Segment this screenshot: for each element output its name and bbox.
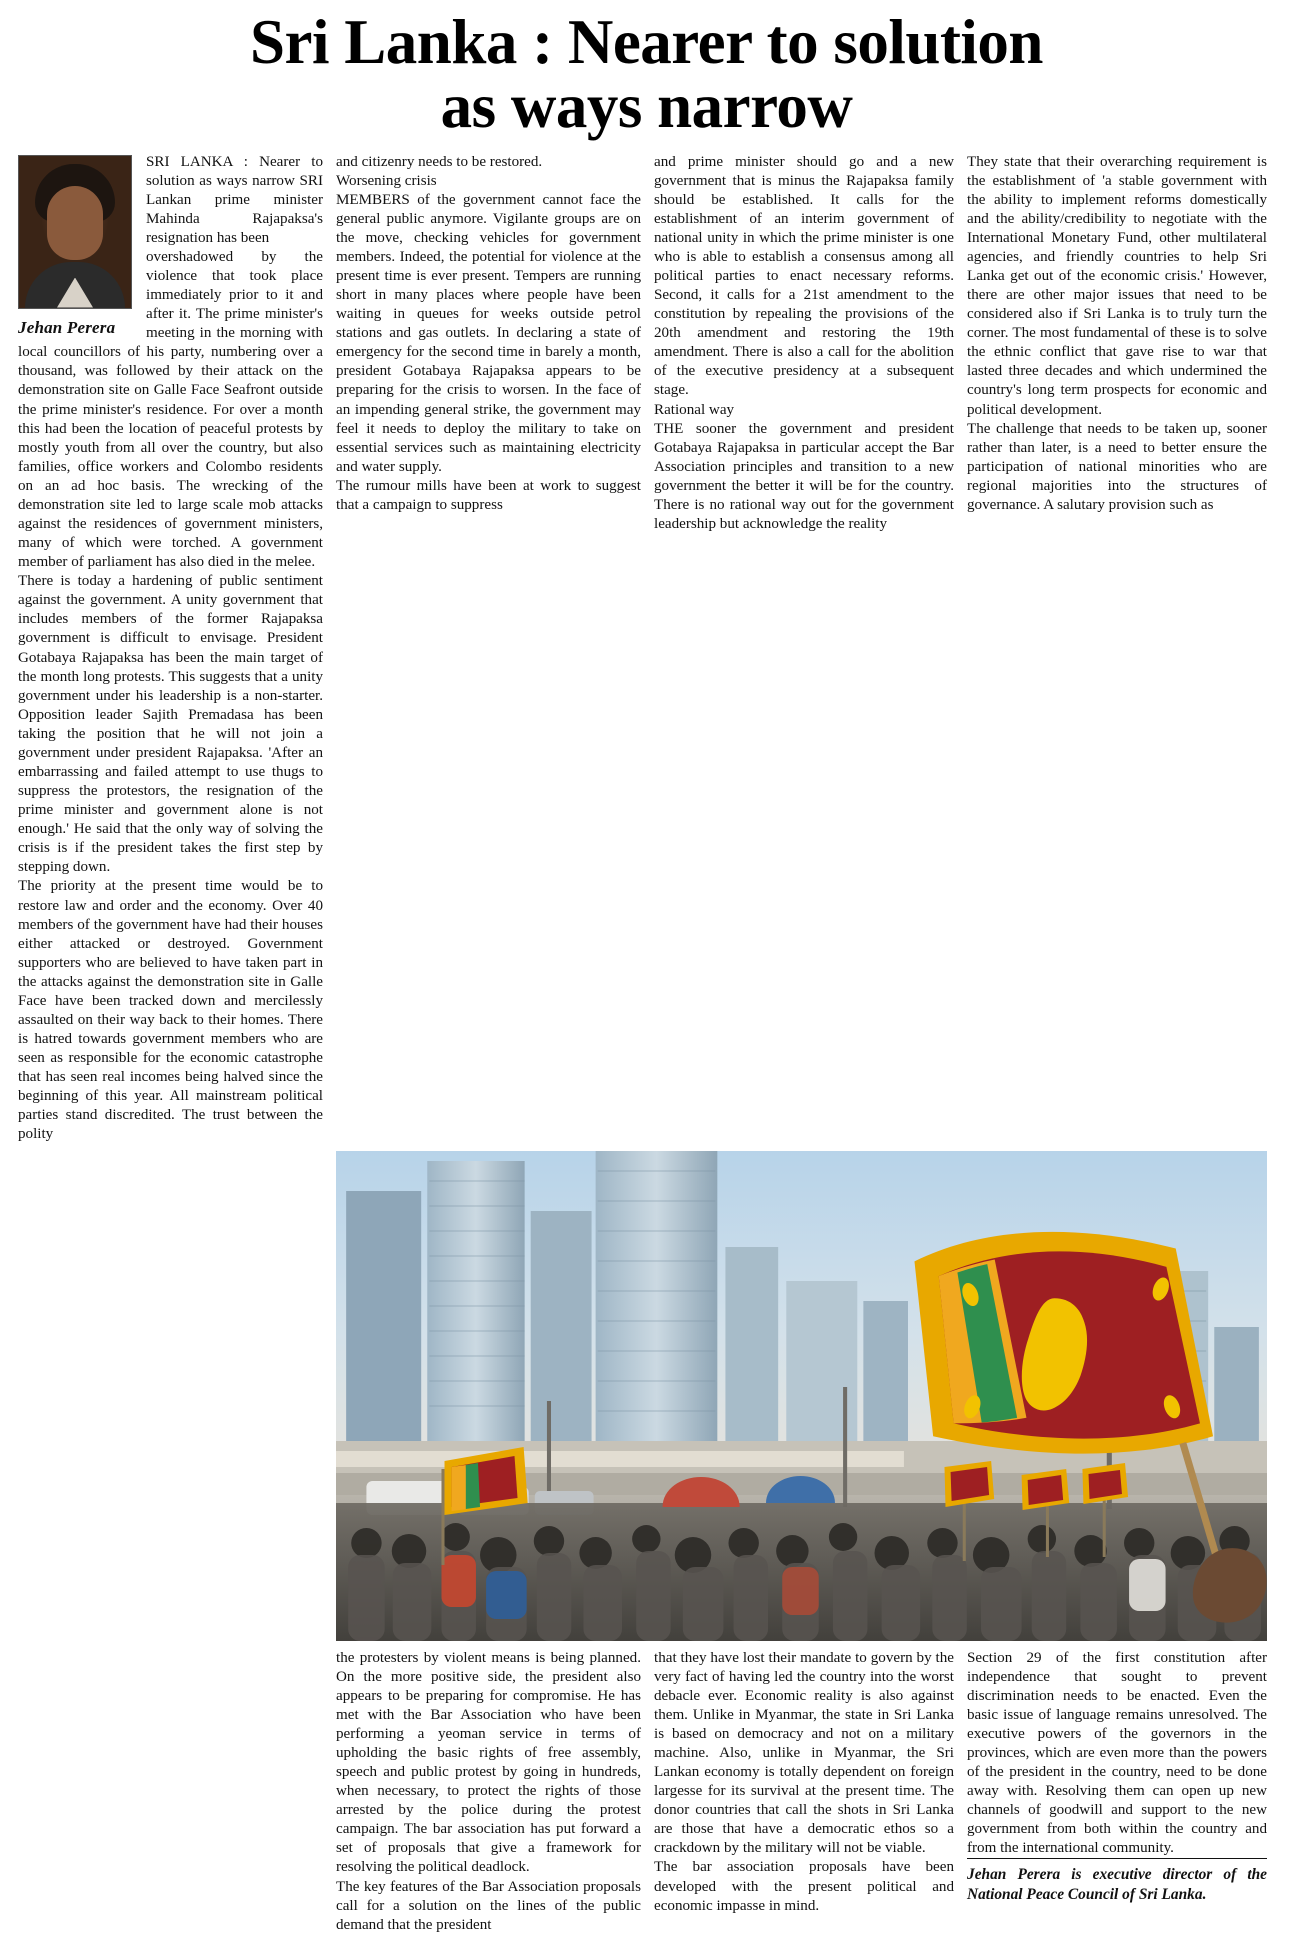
author-name: Jehan Perera [18, 317, 116, 337]
photo-row-spacer [18, 1145, 323, 1649]
newspaper-page [0, 7, 1293, 1933]
photo-row [18, 1145, 1275, 1649]
paragraph: Section 29 of the first constitution after independence that sought to prevent discrimination needs to be enacted. Even the basic issue of language remains unresolved. The executive powers of the governors in the provinces, which are even more than the powers of the president in the country, need to be done away with. Resolving them can open up new channels of goodwill and support to the new government from both within the country and from the international community. [967, 1649, 1267, 1857]
paragraph: The rumour mills have been at work to suggest that a campaign to suppress [336, 477, 641, 513]
column-4-bottom [967, 1649, 1267, 1935]
subheading-worsening-crisis: Worsening crisis [336, 172, 437, 189]
column-2-top [336, 153, 641, 1145]
headline-line-2: as ways narrow [440, 71, 853, 142]
author-credit-note: Jehan Perera is executive director of the National Peace Council of Sri Lanka. [967, 1858, 1267, 1904]
paragraph: that they have lost their mandate to govern by the very fact of having led the country into the worst debacle ever. Economic reality is also against them. Unlike in Myanmar, the state in Sri Lanka is based on democracy and not on a military machine. Also, unlike in Myanmar, the Sri Lankan economy is totally dependent on foreign largesse for its survival at the present time. The donor countries that call the shots in Sri Lanka are those that have a democratic ethos so a crackdown by the military will not be viable. [654, 1649, 954, 1857]
news-photo-container [336, 1151, 1267, 1641]
paragraph: They state that their overarching requirement is the establishment of 'a stable government with the ability to implement reforms domestically and the ability/credibility to negotiate with the International Monetary Fund, other multilateral agencies, and friendly countries to help Sri Lanka get out of the economic crisis.' However, there are other major issues that need to be considered also if Sri Lanka is to truly turn the corner. The most fundamental of these is to solve the ethnic conflict that gave rise to war that lasted three decades and which undermined the country's long term prospects for economic and political development. [967, 153, 1267, 418]
bottom-row-spacer [18, 1649, 323, 1935]
author-photo [18, 155, 132, 309]
lead-paragraph: SRI LANKA : Nearer to solution as ways narrow SRI Lankan prime minister Mahinda Rajapaksa's resignation has been [146, 153, 323, 246]
paragraph: The bar association proposals have been developed with the present political and economic impasse in mind. [654, 1859, 954, 1914]
paragraph: MEMBERS of the government cannot face the general public anymore. Vigilante groups are on the move, checking vehicles for government members. Indeed, the potential for violence at the present time is ever present. Tempers are running short in many places where people have been waiting in queues for weeks outside petrol stations and gas outlets. In declaring a state of emergency for the second time in barely a month, president Gotabaya Rajapaksa appears to be preparing for the crisis to worsen. In the face of an impending general strike, the government may feel it needs to deploy the military to take on essential services such as maintaining electricity and water supply. [336, 191, 641, 475]
page-title [18, 7, 1275, 142]
subheading-rational-way: Rational way [654, 401, 735, 418]
paragraph: The key features of the Bar Association proposals call for a solution on the lines of the public demand that the president [336, 1878, 641, 1933]
article-top-columns [18, 153, 1275, 1145]
paragraph: The priority at the present time would be to restore law and order and the economy. Over 40 members of the government have had their houses either attacked or destroyed. Government supporters who are believed to have taken part in the attacks against the demonstration site in Galle Face have been tracked down and mercilessly assaulted on their way back to their homes. There is hatred towards government members who are seen as responsible for the economic catastrophe that has seen real incomes being halved since the beginning of this year. All mainstream political parties stand discredited. The trust between the polity [18, 878, 323, 1143]
news-photo-illustration [336, 1151, 1267, 1641]
column-1 [18, 153, 323, 1145]
column-3-top [654, 153, 954, 1145]
news-photo [336, 1151, 1267, 1641]
author-block [18, 155, 136, 339]
paragraph: The challenge that needs to be taken up, sooner rather than later, is a need to better ensure the participation of national minorities who are regional majorities into the structures of governance. A salutary provision such as [967, 420, 1267, 513]
paragraph: and prime minister should go and a new government that is minus the Rajapaksa family should be established. It calls for the establishment of an interim government of national unity in which the prime minister is one who is able to establish a consensus among all political parties to enact necessary reforms. Second, it calls for a 21st amendment to the constitution by repealing the provisions of the 20th amendment and restoring the 19th amendment. There is also a call for the abolition of the executive presidency at a subsequent stage. [654, 153, 954, 399]
column-4-top [967, 153, 1267, 1145]
paragraph: the protesters by violent means is being planned. On the more positive side, the president also appears to be preparing for compromise. He has met with the Bar Association who have been performing a yeoman service in terms of upholding the basic rights of free assembly, speech and public protest by going in hundreds, when necessary, to protect the rights of those arrested by the police during the protest campaign. The bar association has put forward a set of proposals that give a framework for resolving the political deadlock. [336, 1649, 641, 1876]
article-bottom-columns [18, 1649, 1275, 1935]
column-2-bottom [336, 1649, 641, 1935]
paragraph: and citizenry needs to be restored. [336, 153, 543, 170]
paragraph: There is today a hardening of public sentiment against the government. A unity government that includes members of the former Rajapaksa government is difficult to envisage. President Gotabaya Rajapaksa has been the main target of the month long protests. This suggests that a unity government under his leadership is a non-starter. Opposition leader Sajith Premadasa has been taking the position that he will not join a government under president Rajapaksa. 'After an embarrassing and failed attempt to use thugs to suppress the protestors, the resignation of the prime minister and government alone is not enough.' He said that the only way of solving the crisis is if the president takes the first step by stepping down. [18, 573, 323, 876]
paragraph: overshadowed by the violence that took place immediately prior to it and after it. The prime minister's meeting in the morning with local councillors of his party, numbering over a thousand, was followed by their attack on the demonstration site on Galle Face Seafront outside the prime minister's residence. For over a month this had been the location of peaceful protests by mostly youth from all over the country, but also families, office workers and Colombo residents on an ad hoc basis. The wrecking of the demonstration site led to large scale mob attacks against the residences of government ministers, many of which were torched. A government member of parliament has also died in the melee. [18, 248, 323, 571]
paragraph: THE sooner the government and president Gotabaya Rajapaksa in particular accept the Bar Association principles and transition to a new government the better it will be for the country. There is no rational way out for the government leadership but acknowledge the reality [654, 420, 954, 532]
headline-line-1: Sri Lanka : Nearer to solution [250, 7, 1043, 77]
column-3-bottom [654, 1649, 954, 1935]
